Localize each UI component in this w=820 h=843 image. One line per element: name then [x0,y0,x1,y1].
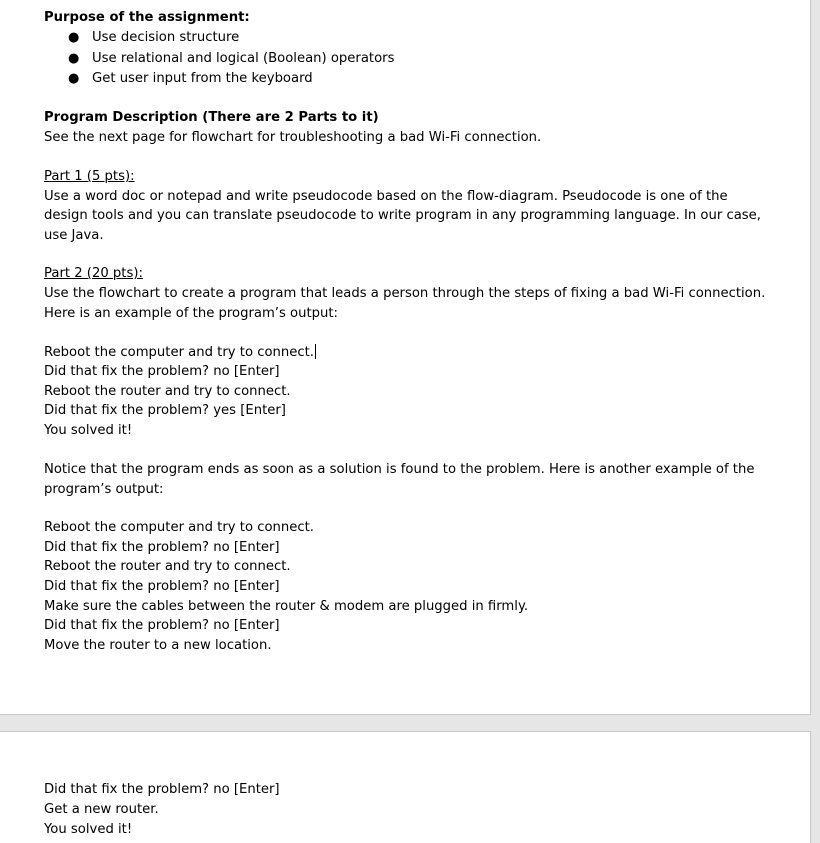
purpose-bullet-2: Use relational and logical (Boolean) operators [92,51,395,66]
example2-line: Did that fix the problem? no [Enter] [44,618,280,633]
part1-line: design tools and you can translate pseudocode to write program in any programming language. In our case, [44,208,761,223]
document-page-2 [0,731,811,843]
notice-line: program’s output: [44,482,164,497]
page2-line: Did that fix the problem? no [Enter] [44,782,280,797]
example2-line: Move the router to a new location. [44,638,272,653]
example1-line: Did that fix the problem? yes [Enter] [44,403,286,418]
page2-line: Get a new router. [44,802,159,817]
program-description-heading: Program Description (There are 2 Parts to it) [44,110,379,125]
example1-line: Did that fix the problem? no [Enter] [44,364,280,379]
part2-heading: Part 2 (20 pts): [44,266,143,281]
notice-line: Notice that the program ends as soon as a solution is found to the problem. Here is another example of the [44,462,755,477]
page2-line: You solved it! [44,822,133,837]
program-description-text: See the next page for flowchart for troubleshooting a bad Wi-Fi connection. [44,130,542,145]
example2-line: Did that fix the problem? no [Enter] [44,540,280,555]
bullet-icon: ● [68,51,80,66]
example2-line: Reboot the computer and try to connect. [44,520,314,535]
example2-line: Make sure the cables between the router & modem are plugged in firmly. [44,599,529,614]
text-cursor [315,344,316,359]
purpose-bullet-1: Use decision structure [92,30,240,45]
part2-line: Use the flowchart to create a program that leads a person through the steps of fixing a bad Wi-Fi connection. [44,286,766,301]
bullet-icon: ● [68,30,80,45]
example1-line: You solved it! [44,423,133,438]
example2-line: Reboot the router and try to connect. [44,559,291,574]
part1-line: Use a word doc or notepad and write pseudocode based on the flow-diagram. Pseudocode is one of the [44,189,728,204]
example1-line: Reboot the router and try to connect. [44,384,291,399]
purpose-heading: Purpose of the assignment: [44,10,250,25]
part2-line: Here is an example of the program’s output: [44,306,339,321]
part1-heading: Part 1 (5 pts): [44,169,135,184]
example1-line: Reboot the computer and try to connect. [44,345,314,360]
bullet-icon: ● [68,71,80,86]
part1-line: use Java. [44,228,104,243]
example1-line-with-cursor[interactable] [44,343,316,362]
purpose-bullet-3: Get user input from the keyboard [92,71,313,86]
example2-line: Did that fix the problem? no [Enter] [44,579,280,594]
